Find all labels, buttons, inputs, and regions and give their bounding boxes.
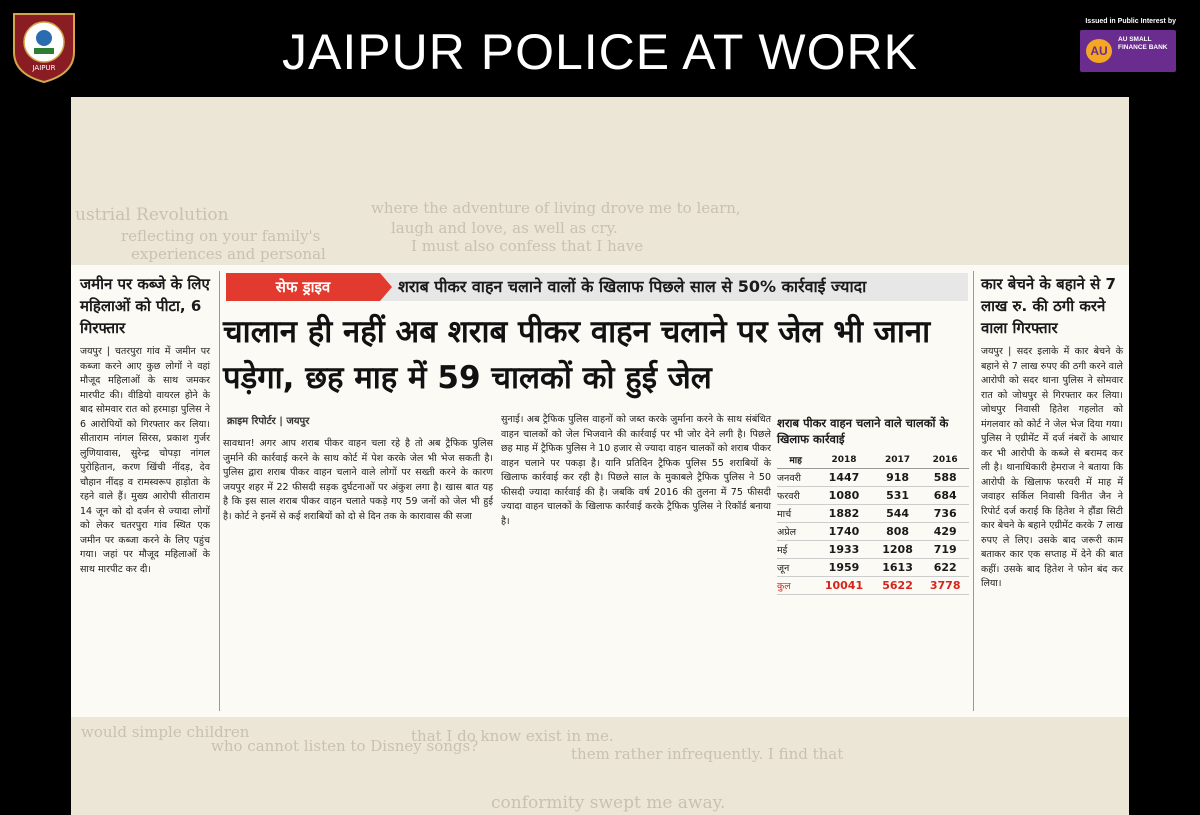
table-cell: 1882 [814,505,874,523]
right-story-headline: कार बेचने के बहाने से 7 लाख रु. की ठगी करने वाला गिरफ्तार [981,275,1116,337]
table-cell: 10041 [814,577,874,595]
table-header: 2018 [814,451,874,469]
stats-table-box [777,415,969,595]
table-header-row [777,451,969,469]
table-row [777,469,969,487]
left-story-body: जयपुर | चतरपुरा गांव में जमीन पर कब्जा करने आए कुछ लोगों ने वहां मौजूद महिलाओं के साथ जमकर मारपीट की। वीडियो वायरल होने के बाद सोमवार रात को हरमाड़ा पुलिस ने 6 आरोपियों को गिरफ्तार कर लिया। सीताराम नांगल सिरस, प्रकाश गुर्जर लुणियावास, सुरेन्द्र चोपड़ा नांगल पुरोहितान, करण खिंची नींदड़, देव चौहान नींदड़ व रामस्वरूप हाड़ोता के रहने वाले हैं। मुख्य आरोपी सीताराम 14 जून को दो दर्जन से ज्यादा लोगों को लेकर चतरपुरा गांव स्थित एक जमीन पर कब्जा करने के लिए पहुंच गया। जहां पर मौजूद महिलाओं के साथ मारपीट कर दी। [80,346,210,575]
byline: क्राइम रिपोर्टर | जयपुर [227,416,310,427]
table-cell: जनवरी [777,469,814,487]
table-header: 2016 [921,451,969,469]
table-cell: 544 [874,505,922,523]
header-bar [0,0,1200,96]
table-cell: मई [777,541,814,559]
bg-text: who cannot listen to Disney songs? [211,737,479,755]
table-cell: 1933 [814,541,874,559]
table-cell: जून [777,559,814,577]
logo-text: JAIPUR [32,64,56,72]
bg-text: ustrial Revolution [75,205,229,225]
table-row [777,487,969,505]
police-badge-logo [10,8,78,84]
table-cell: 808 [874,523,922,541]
table-cell: फरवरी [777,487,814,505]
page-title: JAIPUR POLICE AT WORK [282,24,918,80]
table-cell: 1208 [874,541,922,559]
column-divider [973,271,974,711]
right-story [975,265,1127,717]
main-headline: चालान ही नहीं अब शराब पीकर वाहन चलाने पर जेल भी जाना पड़ेगा, छह माह में 59 चालकों को हुई जेल [223,314,931,396]
sponsor-mark: AU [1086,39,1112,63]
table-cell: 1959 [814,559,874,577]
table-cell: 736 [921,505,969,523]
table-cell: 1613 [874,559,922,577]
bg-text: experiences and personal [131,245,326,263]
stats-table [777,451,969,595]
table-cell: 429 [921,523,969,541]
table-cell: 1740 [814,523,874,541]
table-title: शराब पीकर वाहन चलाने वाले चालकों के खिलाफ कार्रवाई [777,416,949,446]
left-story-headline: जमीन पर कब्जे के लिए महिलाओं को पीटा, 6 गिरफ्तार [80,275,210,337]
issued-label: Issued in Public Interest by [1085,18,1176,25]
table-cell: 622 [921,559,969,577]
bg-text: laugh and love, as well as cry. [391,219,618,237]
table-cell: 1080 [814,487,874,505]
table-cell: कुल [777,577,814,595]
news-clipping [71,265,1129,717]
sponsor-name: AU SMALL FINANCE BANK [1118,36,1168,51]
table-cell: 1447 [814,469,874,487]
column-divider [219,271,220,711]
main-story-col1: सावधान! अगर आप शराब पीकर वाहन चला रहे है तो अब ट्रैफिक पुलिस जुर्माने की कार्रवाई करने के साथ कोर्ट में पेश करके जेल भी भेज सकती है। पुलिस द्वारा शराब पीकर वाहन चलाने वाले लोगों पर सख्ती करने के कारण जयपुर शहर में 22 फीसदी सड़क दुर्घटनाओं पर अंकुश लगा है। खास बात यह है कि इस साल शराब पीकर वाहन चलाते पकड़े गए 59 जनों को जेल भी हुई है। कोर्ट ने इनमें से कई शराबियों को दो से दिन तक के कारावास की सजा [223,438,493,522]
bg-text: where the adventure of living drove me to learn, [371,199,741,217]
sponsor-logo [1080,30,1176,72]
table-row [777,559,969,577]
newspaper-page [71,97,1129,815]
table-total-row [777,577,969,595]
kicker-text: शराब पीकर वाहन चलाने वालों के खिलाफ पिछले साल से 50% कार्रवाई ज्यादा [398,277,867,296]
table-cell: 531 [874,487,922,505]
right-story-body: जयपुर | सदर इलाके में कार बेचने के बहाने से 7 लाख रुपए की ठगी करने वाले आरोपी को सदर थाना पुलिस ने सोमवार रात को जोधपुर से गिरफ्तार कर लिया। जोधपुर निवासी हितेश गहलोत को मंगलवार को कोर्ट ने जेल भेज दिया गया। पुलिस ने एग्रीमेंट में दर्ज नंबरों के आधार कर भी आरोपी के कब्जे से बरामद कर ली है। थानाधिकारी हेमराज ने बताया कि आरोपी के खिलाफ फरवरी में माह में जवाहर सर्किल निवासी विनीत जैन ने रिपोर्ट दर्ज कराई कि हितेश ने हौंडा सिटी कार बेचने के बहाने एग्रीमेंट करके 7 लाख रुपए ले लिए। उसके बाद जरूरी काम बताकर कार एक सप्ताह में देने की बात कहीं। उसके बाद हितेश ने फोन बंद कर लिया। [981,346,1123,589]
main-story-col2: सुनाई। अब ट्रैफिक पुलिस वाहनों को जब्त करके जुर्माना करने के साथ संबंधित वाहन चालकों को जेल भिजवाने की कार्रवाई पर भी जोर देने लगी है। पिछले छह माह में ट्रैफिक पुलिस ने 10 हजार से ज्यादा वाहन चालकों को शराब पीकर वाहन चलाने पर पकड़ा है। यानि प्रतिदिन ट्रैफिक पुलिस 55 शराबियों के खिलाफ कार्रवाई कर रही है। पिछले साल के मुकाबले ट्रैफिक पुलिस ने 50 फीसदी ज्यादा कार्रवाई की है। जबकि वर्ष 2016 की तुलना में 75 फीसदी ज्यादा वाहन चालकों के खिलाफ कार्रवाई करके ट्रैफिक पुलिस ने रिकॉर्ड बनाया है। [501,414,771,527]
table-header: माह [777,451,814,469]
safe-drive-tag: सेफ ड्राइव [226,273,380,301]
bg-text: that I do know exist in me. [411,727,614,745]
table-cell: 719 [921,541,969,559]
table-row [777,523,969,541]
table-cell: 588 [921,469,969,487]
table-row [777,505,969,523]
kicker-bar [226,273,968,301]
table-cell: 5622 [874,577,922,595]
bg-text: I must also confess that I have [411,237,644,255]
bg-text: conformity swept me away. [491,793,726,813]
table-cell: 684 [921,487,969,505]
table-cell: 3778 [921,577,969,595]
table-cell: अप्रेल [777,523,814,541]
table-cell: मार्च [777,505,814,523]
table-row [777,541,969,559]
left-story [74,265,214,717]
table-header: 2017 [874,451,922,469]
bg-text: would simple children [81,723,250,741]
bg-text: them rather infrequently. I find that [571,745,844,763]
table-cell: 918 [874,469,922,487]
bg-text: reflecting on your family's [121,227,321,245]
